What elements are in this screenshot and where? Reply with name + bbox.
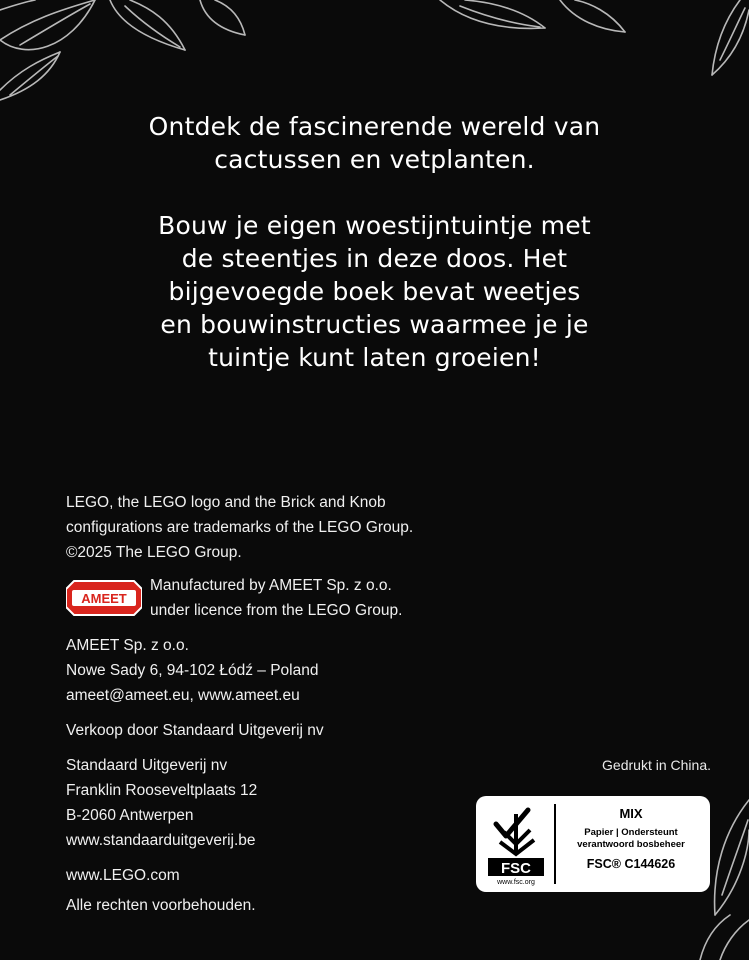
fsc-tree-icon — [484, 802, 548, 886]
lego-url: www.LEGO.com — [66, 867, 180, 884]
publisher-address: Standaard Uitgeverij nv Franklin Rooseveltplaats 12 B-2060 Antwerpen www.standaarduitgeverij.be — [66, 757, 258, 849]
legal-info — [66, 490, 413, 918]
fsc-logo-sub: www.fsc.org — [497, 879, 535, 886]
ameet-logo-text: AMEET — [81, 591, 127, 606]
fsc-mix: MIX — [619, 806, 643, 821]
fsc-divider — [554, 804, 556, 884]
ameet-logo — [66, 579, 142, 617]
manufactured-by: Manufactured by AMEET Sp. z o.o. under licence from the LEGO Group. — [150, 577, 403, 619]
sales-notice: Verkoop door Standaard Uitgeverij nv — [66, 722, 324, 739]
fsc-code: FSC® C144626 — [586, 857, 676, 871]
fsc-logo-text: FSC — [501, 860, 531, 877]
fsc-text — [558, 806, 704, 872]
rights-notice: Alle rechten voorbehouden. — [66, 897, 256, 914]
intro-text — [0, 110, 749, 374]
trademark-notice: LEGO, the LEGO logo and the Brick and Knob configurations are trademarks of the LEGO Group. ©2025 The LEGO Group. — [66, 494, 414, 561]
intro-paragraph-2: Bouw je eigen woestijntuintje met de steentjes in deze doos. Het bijgevoegde boek bevat weetjes en bouwinstructies waarmee je je tuintje kunt laten groeien! — [158, 211, 591, 372]
manufacturer-row — [66, 573, 413, 623]
fsc-material: Papier | Ondersteunt verantwoord bosbeheer — [577, 827, 685, 850]
intro-paragraph-1: Ontdek de fascinerende wereld van cactussen en vetplanten. — [148, 112, 601, 174]
fsc-label — [476, 796, 710, 892]
ameet-address: AMEET Sp. z o.o. Nowe Sady 6, 94-102 Łódź – Poland ameet@ameet.eu, www.ameet.eu — [66, 637, 319, 704]
printed-in-label: Gedrukt in China. — [602, 757, 711, 773]
